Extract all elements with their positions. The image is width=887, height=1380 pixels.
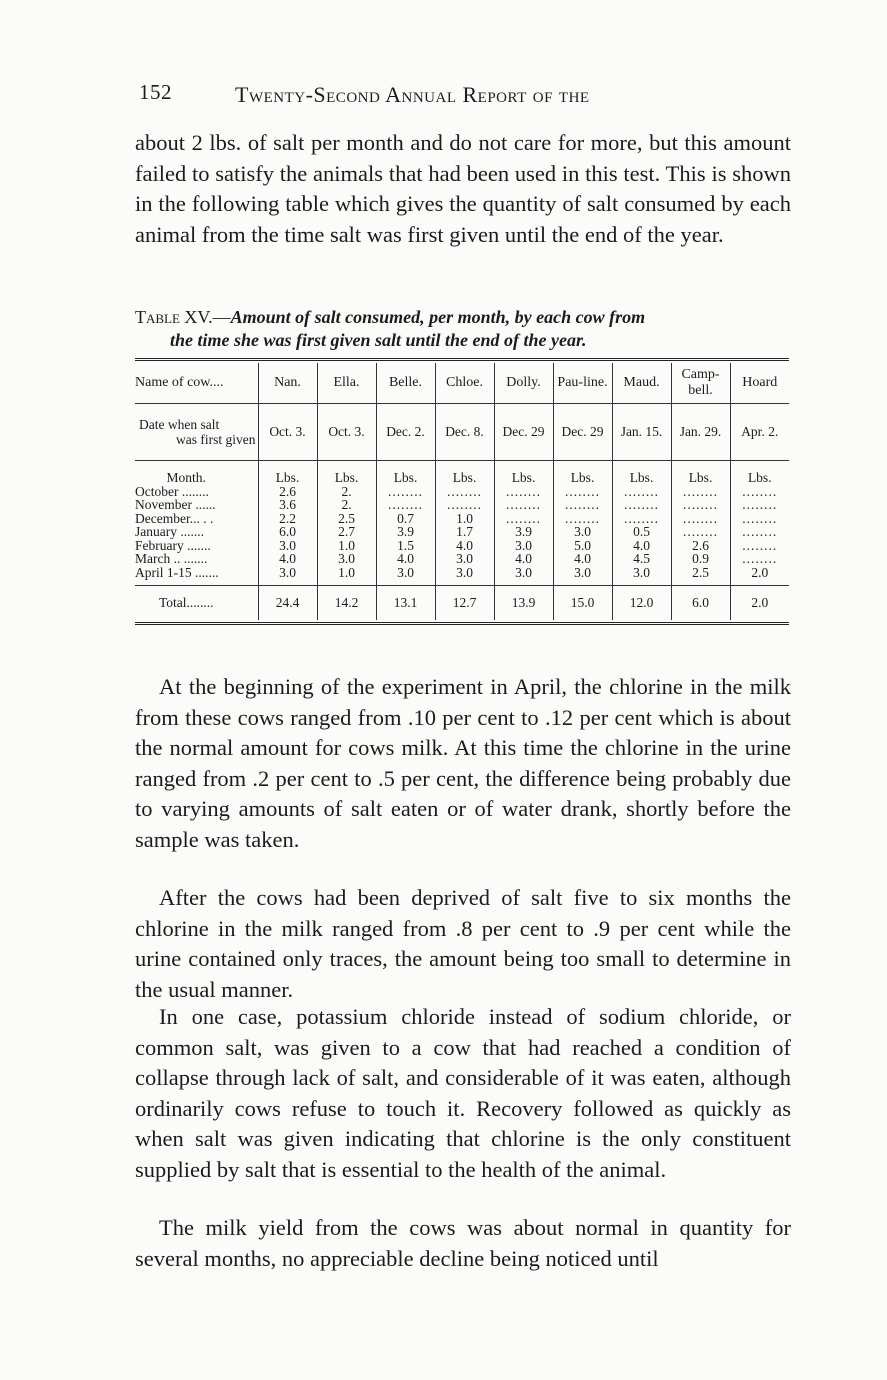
first-given-date: Oct. 3.: [258, 404, 317, 461]
empty-cell-dots: ........: [742, 510, 778, 526]
paragraph-1: about 2 lbs. of salt per month and do not care for more, but this amount failed to satisfy the animals that had been used in this test. This is shown in the following table which gives the quantity of salt consumed by each animal from the time salt was first given until the end of the year.: [135, 130, 791, 247]
first-given-date: Dec. 29: [553, 404, 612, 461]
cow-name-header: Hoard: [730, 363, 789, 404]
cow-name-header: Belle.: [376, 363, 435, 404]
value-cell: 2.7: [338, 524, 355, 539]
empty-cell-dots: ........: [388, 483, 423, 499]
value-cell: 2.6: [692, 537, 709, 553]
value-cell: 3.0: [515, 564, 532, 580]
empty-cell-dots: ........: [565, 510, 600, 526]
empty-cell-dots: ........: [624, 483, 659, 499]
cow-name-header: Pau-line.: [553, 363, 612, 404]
unit-label: Lbs.: [747, 470, 772, 485]
first-given-date: Dec. 29: [494, 404, 553, 461]
cow-monthly-values: [730, 461, 789, 586]
cow-monthly-values: [612, 461, 671, 586]
value-cell: 3.0: [456, 551, 473, 566]
value-cell: 1.0: [338, 564, 355, 580]
first-given-date: Dec. 2.: [376, 404, 435, 461]
value-cell: 3.0: [279, 564, 296, 580]
value-cell: 3.0: [397, 564, 414, 580]
unit-label: Lbs.: [275, 470, 300, 485]
total-label: Total........: [135, 586, 258, 621]
cow-total: 2.0: [730, 586, 789, 621]
value-cell: 4.0: [515, 551, 532, 566]
cow-name-header: Chloe.: [435, 363, 494, 404]
month-label: January .......: [135, 524, 204, 539]
value-cell: 1.0: [456, 510, 473, 526]
value-cell: 2.0: [751, 564, 769, 580]
first-given-date: Oct. 3.: [317, 404, 376, 461]
value-cell: 4.0: [279, 551, 296, 566]
month-label: February .......: [135, 537, 211, 553]
value-cell: 1.7: [456, 524, 473, 539]
cow-total: 12.7: [435, 586, 494, 621]
first-given-date: Jan. 29.: [671, 404, 730, 461]
value-cell: 4.0: [456, 537, 473, 553]
value-cell: 5.0: [574, 537, 591, 553]
value-cell: 1.5: [397, 537, 414, 553]
empty-cell-dots: ........: [506, 510, 541, 526]
name-of-cow-label: Name of cow....: [135, 363, 258, 404]
month-label: December... . .: [135, 510, 214, 526]
empty-cell-dots: ........: [742, 524, 778, 539]
value-cell: 3.0: [515, 537, 532, 553]
cow-total: 15.0: [553, 586, 612, 621]
value-cell: 3.0: [338, 551, 355, 566]
table-caption-line-2: the time she was first given salt until the end of the year.: [170, 330, 587, 350]
value-cell: 2.2: [279, 510, 296, 526]
empty-cell-dots: ........: [388, 497, 423, 512]
value-cell: 3.6: [279, 497, 296, 512]
cow-total: 14.2: [317, 586, 376, 621]
month-label: April 1-15 .......: [135, 564, 219, 580]
empty-cell-dots: ........: [624, 510, 659, 526]
unit-label: Lbs.: [393, 470, 418, 485]
cow-total: 13.9: [494, 586, 553, 621]
table-caption: [135, 306, 791, 352]
empty-cell-dots: ........: [447, 483, 482, 499]
value-cell: 0.5: [633, 524, 650, 539]
empty-cell-dots: ........: [683, 524, 718, 539]
cow-name-header: Nan.: [258, 363, 317, 404]
cow-monthly-values: [376, 461, 435, 586]
date-first-given-label: [135, 404, 258, 461]
cow-name-header: Dolly.: [494, 363, 553, 404]
empty-cell-dots: ........: [683, 510, 718, 526]
cow-monthly-values: [671, 461, 730, 586]
cow-name-header: Camp-bell.: [671, 363, 730, 404]
value-cell: 6.0: [279, 524, 296, 539]
value-cell: 4.5: [633, 551, 650, 566]
empty-cell-dots: ........: [447, 497, 482, 512]
month-label: March .. .......: [135, 551, 208, 566]
month-header: Month.: [166, 470, 206, 485]
table-caption-line-1: Amount of salt consumed, per month, by each cow from: [230, 307, 646, 327]
value-cell: 2.5: [338, 510, 355, 526]
value-cell: 3.0: [574, 564, 591, 580]
value-cell: 4.0: [633, 537, 650, 553]
first-given-date: Dec. 8.: [435, 404, 494, 461]
unit-label: Lbs.: [688, 470, 713, 485]
cow-name-header: Ella.: [317, 363, 376, 404]
value-cell: 3.0: [574, 524, 591, 539]
running-title: Twenty-Second Annual Report of the: [235, 82, 590, 107]
month-label: October ........: [135, 483, 209, 499]
value-cell: 3.0: [633, 564, 650, 580]
value-cell: 1.0: [338, 537, 355, 553]
paragraph-2: At the beginning of the experiment in April, the chlorine in the milk from these cows ranged from .10 per cent to .12 per cent which is about the normal amount for cows milk. At this time the chlorine in the urine ranged from .2 per cent to .5 per cent, the difference being probably due to varying amounts of salt eaten or of water drank, shortly before the sample was taken.: [135, 674, 791, 852]
month-label: November ......: [135, 497, 216, 512]
value-cell: 3.0: [279, 537, 296, 553]
salt-consumption-table: [135, 358, 789, 625]
value-cell: 4.0: [574, 551, 591, 566]
cow-monthly-values: [553, 461, 612, 586]
value-cell: 3.9: [515, 524, 532, 539]
value-cell: 2.5: [692, 564, 709, 580]
empty-cell-dots: ........: [683, 497, 718, 512]
empty-cell-dots: ........: [683, 483, 718, 499]
month-column: [135, 461, 258, 586]
first-given-date: Jan. 15.: [612, 404, 671, 461]
empty-cell-dots: ........: [565, 497, 600, 512]
cow-monthly-values: [435, 461, 494, 586]
empty-cell-dots: ........: [742, 551, 778, 566]
value-cell: 3.0: [456, 564, 473, 580]
value-cell: 3.9: [397, 524, 414, 539]
value-cell: 2.: [341, 497, 352, 512]
cow-total: 24.4: [258, 586, 317, 621]
cow-name-header: Maud.: [612, 363, 671, 404]
first-given-date: Apr. 2.: [730, 404, 789, 461]
cow-total: 12.0: [612, 586, 671, 621]
page-number: 152: [139, 80, 172, 104]
value-cell: 2.6: [279, 483, 296, 499]
value-cell: 2.: [341, 483, 352, 499]
unit-label: Lbs.: [511, 470, 536, 485]
paragraph-4: In one case, potassium chloride instead of sodium chloride, or common salt, was given to a cow that had reached a condition of collapse through lack of salt, and considerable of it was eaten, although ordinarily cows refuse to touch it. Recovery followed as quickly as when salt was given indicating that chlorine is the only constituent supplied by salt that is essential to the health of the animal.: [135, 1004, 791, 1182]
unit-label: Lbs.: [452, 470, 477, 485]
empty-cell-dots: ........: [506, 497, 541, 512]
cow-monthly-values: [494, 461, 553, 586]
empty-cell-dots: ........: [506, 483, 541, 499]
date-label-line-1: Date when salt: [139, 417, 220, 432]
cow-total: 13.1: [376, 586, 435, 621]
value-cell: 0.9: [692, 551, 709, 566]
paragraph-5: The milk yield from the cows was about normal in quantity for several months, no appreciable decline being noticed until: [135, 1215, 791, 1271]
unit-label: Lbs.: [334, 470, 359, 485]
empty-cell-dots: ........: [742, 483, 778, 499]
paragraph-3: After the cows had been deprived of salt five to six months the chlorine in the milk ranged from .8 per cent to .9 per cent while the urine contained only traces, the amount being too small to determine in the usual manner.: [135, 885, 791, 1002]
empty-cell-dots: ........: [624, 497, 659, 512]
empty-cell-dots: ........: [565, 483, 600, 499]
table-caption-lead: Table XV.—: [135, 307, 231, 327]
value-cell: 0.7: [397, 510, 414, 526]
value-cell: 4.0: [397, 551, 414, 566]
cow-monthly-values: [317, 461, 376, 586]
unit-label: Lbs.: [570, 470, 595, 485]
cow-total: 6.0: [671, 586, 730, 621]
cow-monthly-values: [258, 461, 317, 586]
empty-cell-dots: ........: [742, 497, 778, 512]
date-label-line-2: was first given: [176, 432, 256, 447]
unit-label: Lbs.: [629, 470, 654, 485]
empty-cell-dots: ........: [742, 537, 778, 553]
